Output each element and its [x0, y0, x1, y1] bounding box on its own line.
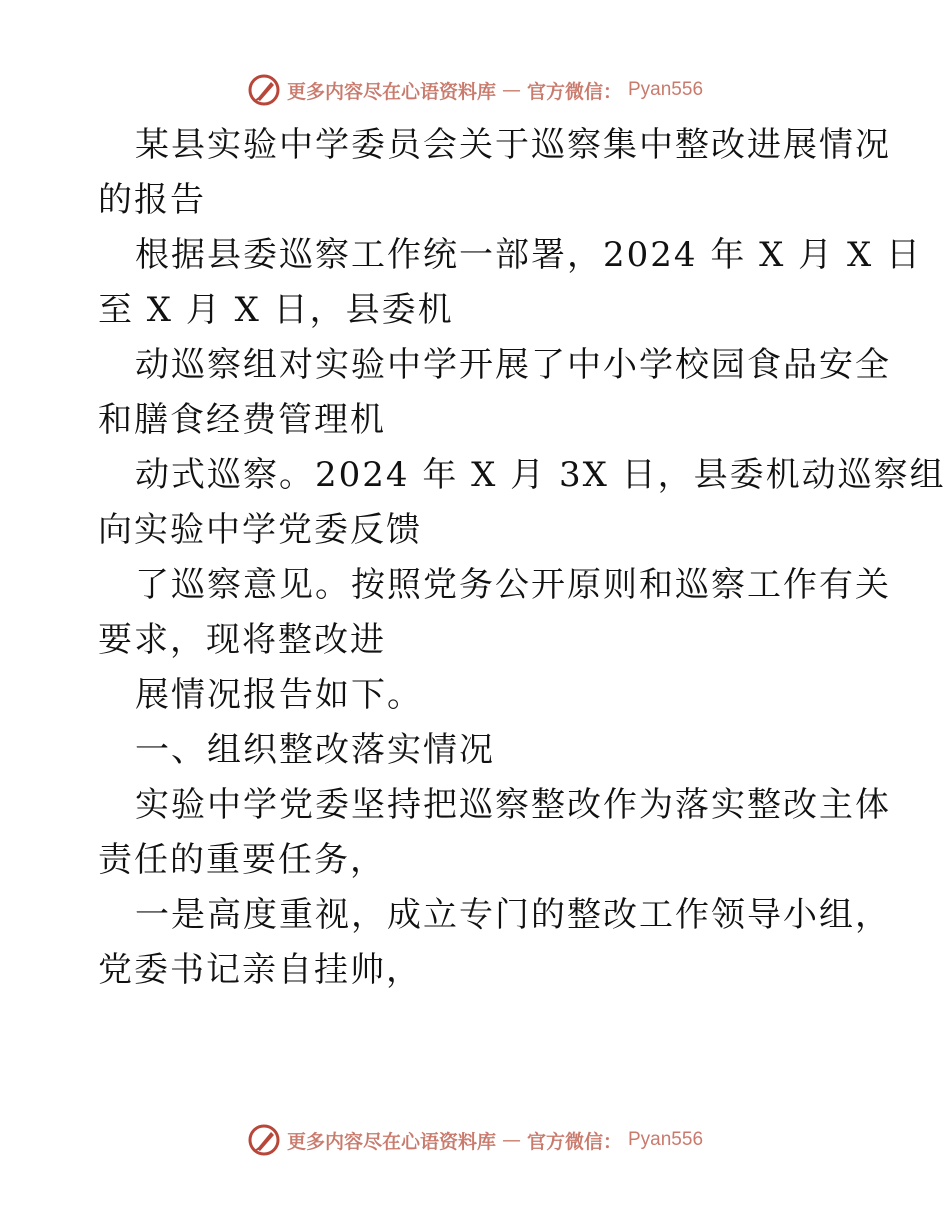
text-line: 的报告	[98, 180, 206, 220]
watermark-contact-id: Pyan556	[628, 79, 704, 100]
text-line: 实验中学党委坚持把巡察整改作为落实整改主体	[135, 785, 891, 825]
text-line: 责任的重要任务，	[98, 840, 386, 880]
text-line: 根据县委巡察工作统一部署，2024 年 X 月 X 日	[135, 235, 922, 275]
text-line: 某县实验中学委员会关于巡察集中整改进展情况	[135, 125, 891, 165]
text-line: 一是高度重视，成立专门的整改工作领导小组，	[135, 895, 891, 935]
watermark-text: 更多内容尽在心语资料库	[286, 80, 496, 103]
quill-logo-icon	[247, 73, 281, 107]
watermark-text: 更多内容尽在心语资料库	[286, 1130, 496, 1153]
watermark-contact-id: Pyan556	[628, 1129, 704, 1150]
text-line: 和膳食经费管理机	[98, 400, 386, 440]
quill-logo-icon	[247, 1123, 281, 1157]
text-line: 了巡察意见。按照党务公开原则和巡察工作有关	[135, 565, 891, 605]
watermark-contact-label: 官方微信：	[526, 1130, 622, 1153]
text-line: 动巡察组对实验中学开展了中小学校园食品安全	[135, 345, 891, 385]
text-line: 动式巡察。2024 年 X 月 3X 日，县委机动巡察组	[135, 455, 946, 495]
text-line: 向实验中学党委反馈	[98, 510, 422, 550]
footer-watermark	[0, 1120, 950, 1160]
watermark-separator: —	[501, 79, 521, 101]
document-body	[98, 118, 946, 998]
header-watermark	[0, 70, 950, 110]
text-line: 党委书记亲自挂帅，	[98, 950, 422, 990]
section-heading: 一、组织整改落实情况	[135, 730, 495, 770]
watermark-contact-label: 官方微信：	[526, 80, 622, 103]
text-line: 展情况报告如下。	[135, 675, 423, 715]
text-line: 要求，现将整改进	[98, 620, 386, 660]
text-line: 至 X 月 X 日，县委机	[98, 290, 454, 330]
watermark-separator: —	[501, 1129, 521, 1151]
